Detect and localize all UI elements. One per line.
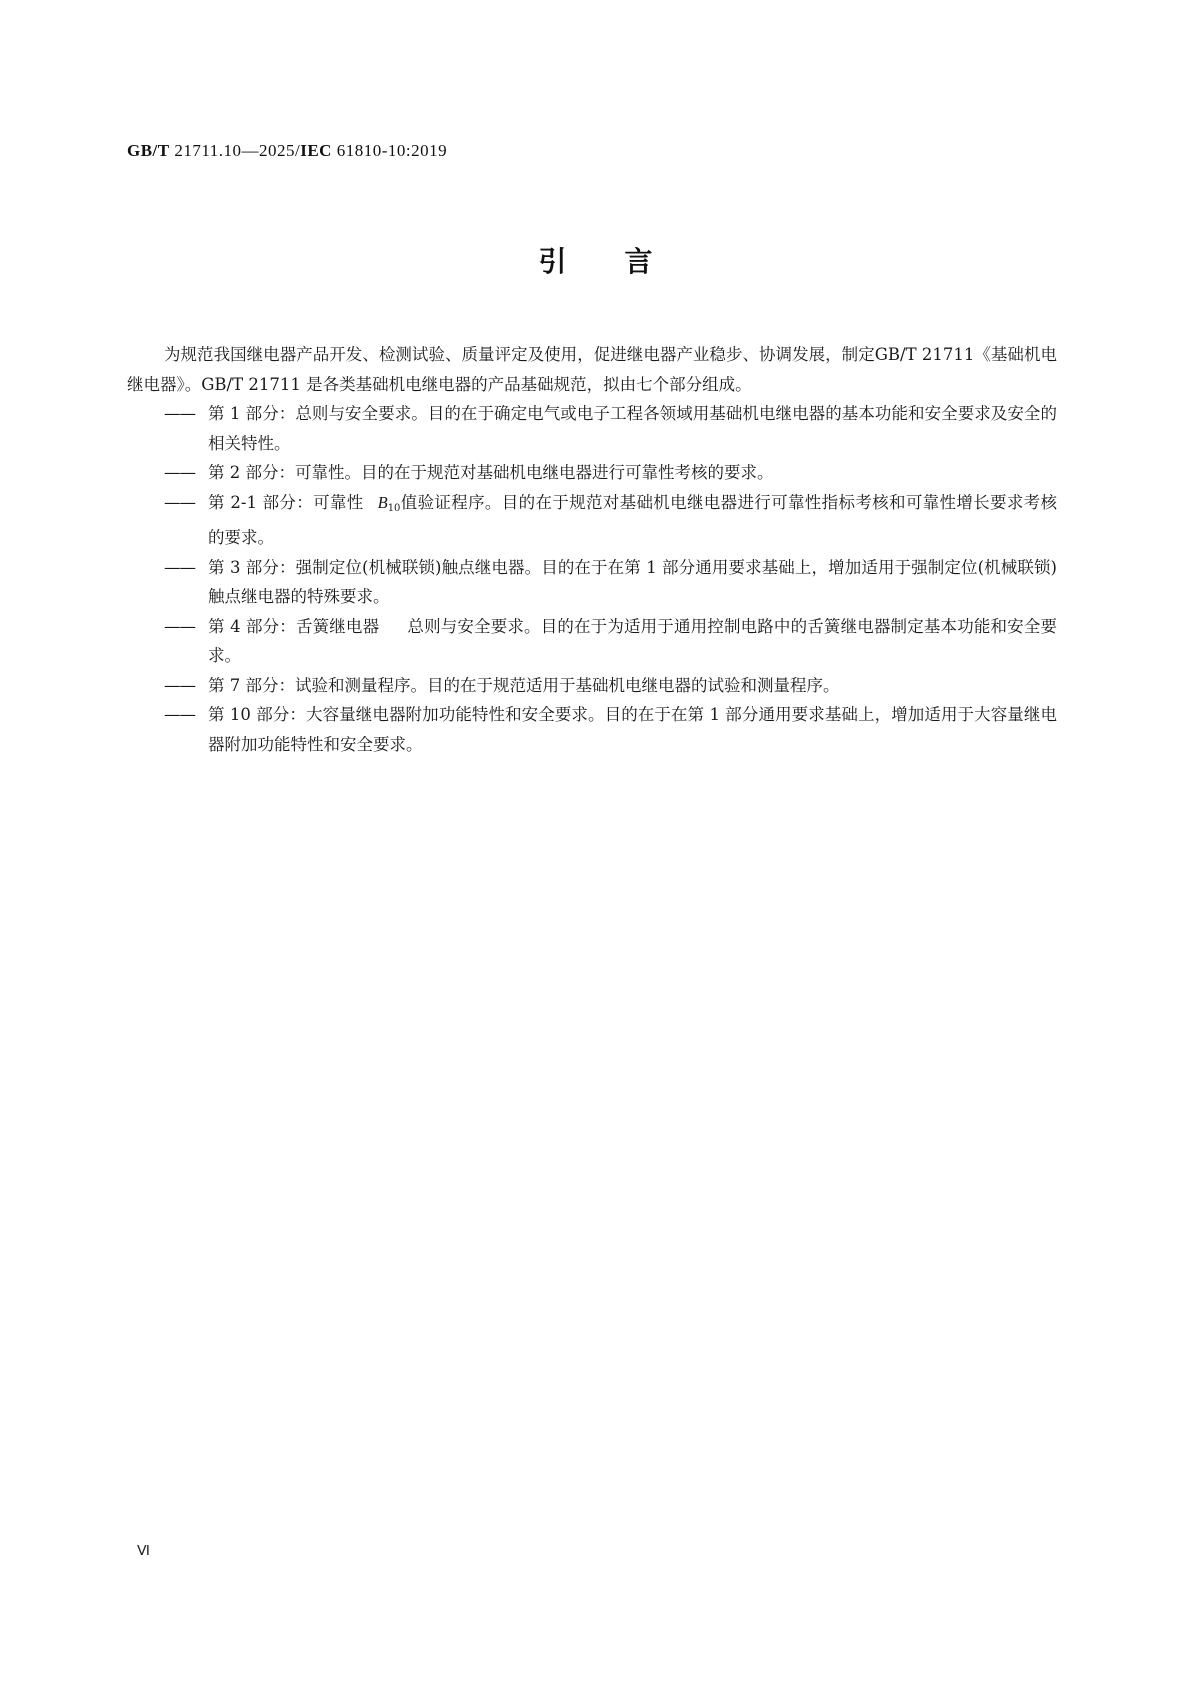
list-item: [164, 458, 1057, 488]
part-2-text: 第 2 部分：可靠性。目的在于规范对基础机电继电器进行可靠性考核的要求。: [208, 463, 774, 482]
list-item: [164, 553, 1057, 612]
dash-marker: ——: [164, 404, 195, 423]
dash-marker: ——: [164, 463, 195, 482]
list-item: [164, 612, 1057, 671]
dash-marker: ——: [164, 705, 195, 724]
part-4-after: 总则与安全要求。目的在于为适用于通用控制电路中的舌簧继电器制定基本功能和安全要求。: [208, 616, 1057, 665]
list-item: [164, 399, 1057, 458]
header-iec-code: IEC: [300, 141, 332, 160]
dash-marker: ——: [164, 616, 195, 636]
document-header: [127, 141, 447, 161]
page-title: 引言: [538, 245, 711, 278]
dash-marker: ——: [164, 675, 195, 695]
parts-list: [127, 399, 1057, 759]
part-4-text: [208, 612, 1057, 671]
list-item: [164, 488, 1057, 553]
part-10-text: 第 10 部分：大容量继电器附加功能特性和安全要求。目的在于在第 1 部分通用要求基础上，增加适用于大容量继电器附加功能特性和安全要求。: [208, 705, 1057, 754]
part-4-before: 第 4 部分：舌簧继电器: [208, 616, 380, 636]
part-7-text: 第 7 部分：试验和测量程序。目的在于规范适用于基础机电继电器的试验和测量程序。: [208, 675, 840, 695]
part-1-text: 第 1 部分：总则与安全要求。目的在于确定电气或电子工程各领域用基础机电继电器的基本功能和安全要求及安全的相关特性。: [208, 404, 1057, 453]
list-item: [164, 671, 1057, 701]
part-3-text: 第 3 部分：强制定位(机械联锁)触点继电器。目的在于在第 1 部分通用要求基础上，增加适用于强制定位(机械联锁)触点继电器的特殊要求。: [208, 557, 1057, 606]
part-2-1-before: 第 2-1 部分：可靠性: [208, 492, 364, 512]
part-2-1-text: [208, 488, 1057, 553]
document-body: [127, 340, 1057, 759]
part-2-1-after: 值验证程序。目的在于规范对基础机电继电器进行可靠性指标考核和可靠性增长要求考核的要求。: [208, 492, 1058, 547]
page-number: Ⅵ: [137, 1544, 150, 1559]
header-iec-number: 61810-10:2019: [331, 141, 448, 160]
dash-marker: ——: [164, 492, 195, 512]
intro-paragraph: 为规范我国继电器产品开发、检测试验、质量评定及使用，促进继电器产业稳步、协调发展，制定GB/T 21711《基础机电继电器》。GB/T 21711 是各类基础机电继电器的产品基础规范，拟由七个部分组成。: [127, 345, 1057, 394]
list-item: [164, 700, 1057, 759]
header-std-code: GB/T: [127, 141, 170, 160]
header-std-number: 21711.10—2025/: [169, 141, 301, 160]
dash-marker: ——: [164, 557, 195, 577]
b10-symbol: B: [377, 492, 388, 512]
b10-subscript: 10: [387, 502, 401, 514]
